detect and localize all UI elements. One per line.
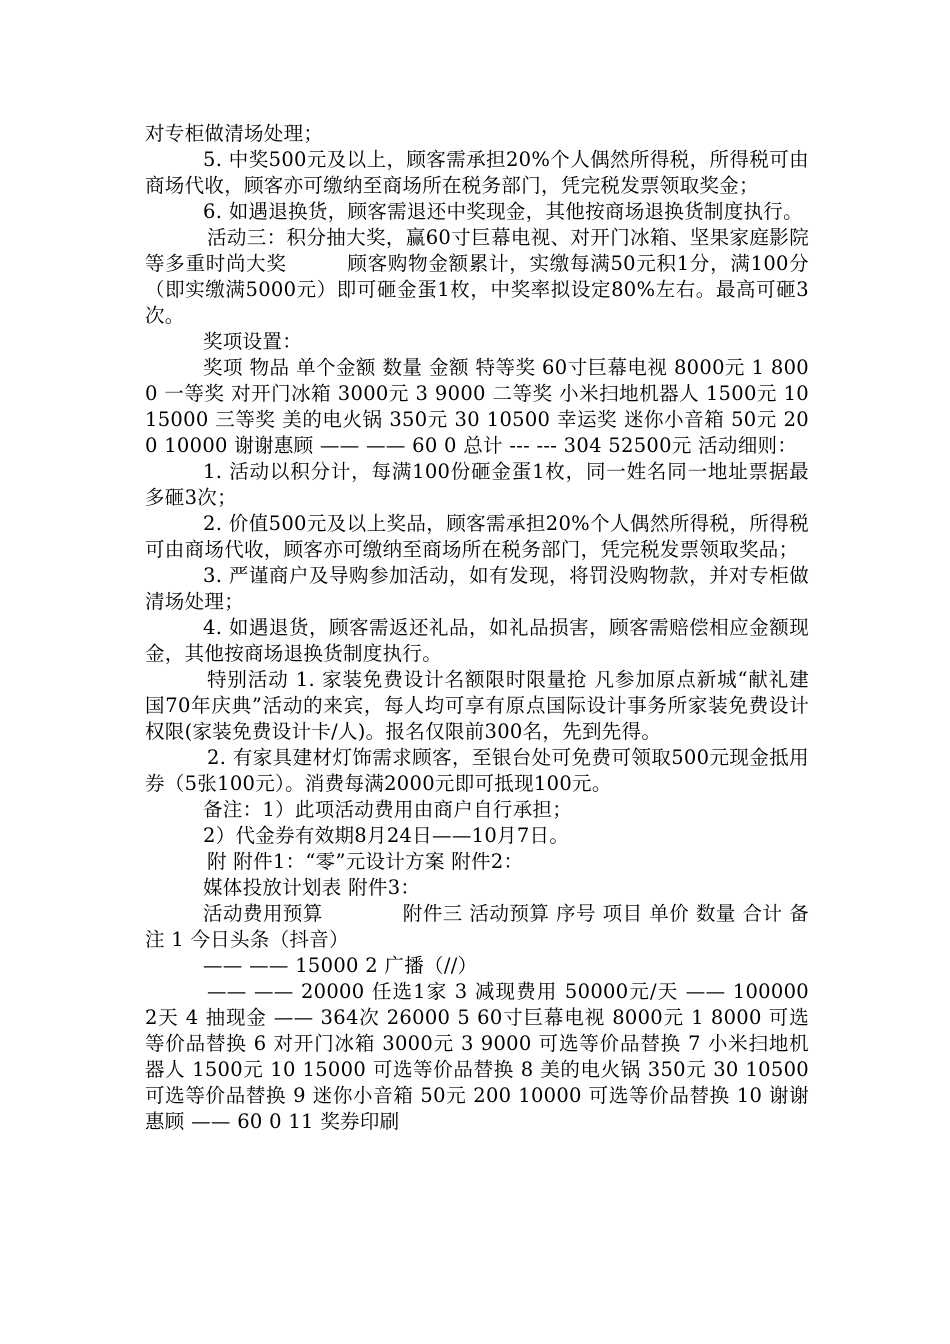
paragraph-13: 备注：1）此项活动费用由商户自行承担；	[203, 798, 573, 821]
paragraph-19: —— —— 20000 任选1家 3 减现费用 50000元/天 —— 100000 2天 4 抽现金 —— 364次 26000 5 60寸巨幕电视 8000元 1 8000 可选等价品替换 6 对开门冰箱 3000元 3 9000 可选等价品替换 7 小米扫地机器人 1500元 10 15000 可选等价品替换 8 美的电火锅 350元 30 10500 可选等价品替换 9 迷你小音箱 50元 200 10000 可选等价品替换 10 谢谢惠顾 —— 60 0 11 奖券印刷	[145, 980, 809, 1133]
paragraph-10: 4. 如遇退货，顾客需返还礼品，如礼品损害，顾客需赔偿相应金额现金，其他按商场退换货制度执行。	[145, 616, 809, 665]
paragraph-16: 媒体投放计划表 附件3：	[203, 876, 421, 899]
document-page	[145, 121, 809, 1135]
paragraph-7: 1. 活动以积分计，每满100份砸金蛋1枚，同一姓名同一地址票据最多砸3次；	[145, 460, 809, 509]
paragraph-8: 2. 价值500元及以上奖品，顾客需承担20%个人偶然所得税，所得税可由商场代收，顾客亦可缴纳至商场所在税务部门，凭完税发票领取奖品；	[145, 512, 809, 561]
paragraph-15: 附 附件1：“零”元设计方案 附件2：	[207, 850, 524, 873]
paragraph-18: —— —— 15000 2 广播（//）	[203, 954, 478, 977]
budget-table-text: 活动费用预算 附件三 活动预算 序号 项目 单价 数量 合计 备注 1 今日头条（抖音）	[145, 902, 809, 951]
paragraph-4: 活动三：积分抽大奖，赢60寸巨幕电视、对开门冰箱、坚果家庭影院等多重时尚大奖 顾客购物金额累计，实缴每满50元积1分，满100分（即实缴满5000元）即可砸金蛋1枚，中奖率拟设定80%左右。最高可砸3次。	[145, 226, 809, 327]
paragraph-3: 6. 如遇退换货，顾客需退还中奖现金，其他按商场退换货制度执行。	[203, 200, 803, 223]
paragraph-11: 特别活动 1. 家装免费设计名额限时限量抢 凡参加原点新城“献礼建国70年庆典”活动的来宾，每人均可享有原点国际设计事务所家装免费设计权限(家装免费设计卡/人)。报名仅限前300名，先到先得。	[145, 668, 809, 743]
paragraph-1: 对专柜做清场处理；	[145, 122, 324, 145]
prize-table-text: 奖项 物品 单个金额 数量 金额 特等奖 60寸巨幕电视 8000元 1 8000 一等奖 对开门冰箱 3000元 3 9000 二等奖 小米扫地机器人 1500元 10 15000 三等奖 美的电火锅 350元 30 10500 幸运奖 迷你小音箱 50元 200 10000 谢谢惠顾 —— —— 60 0 总计 --- --- 304 52500元 活动细则：	[145, 356, 809, 457]
paragraph-12: 2. 有家具建材灯饰需求顾客，至银台处可免费可领取500元现金抵用券（5张100元）。消费每满2000元即可抵现100元。	[145, 746, 809, 795]
paragraph-5: 奖项设置：	[203, 330, 303, 353]
paragraph-9: 3. 严谨商户及导购参加活动，如有发现，将罚没购物款，并对专柜做清场处理；	[145, 564, 809, 613]
paragraph-14: 2）代金券有效期8月24日——10月7日。	[203, 824, 570, 847]
paragraph-2: 5. 中奖500元及以上，顾客需承担20%个人偶然所得税，所得税可由商场代收，顾客亦可缴纳至商场所在税务部门，凭完税发票领取奖金；	[145, 148, 809, 197]
